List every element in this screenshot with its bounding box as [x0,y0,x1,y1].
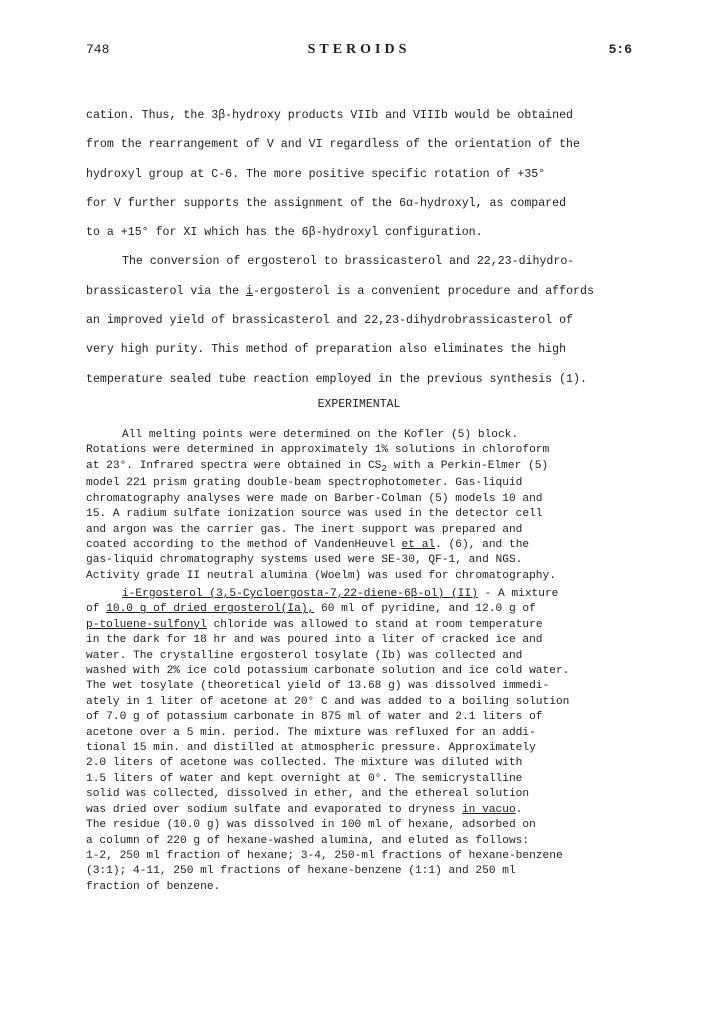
underlined-text: et al [401,539,436,552]
page-header [86,42,632,62]
underlined-text: p-toluene-sulfonyl [86,618,207,631]
text-line: 2.0 liters of acetone was collected. The mixture was diluted with [86,757,523,770]
text-line: solid was collected, dissolved in ether, and the ethereal solution [86,788,530,801]
text-line: an improved yield of brassicasterol and 22,23-dihydrobrassicasterol of [86,314,574,328]
text-line: All melting points were determined on the Kofler (5) block. [122,429,519,441]
text-line: water. The crystalline ergosterol tosylate (Ib) was collected and [86,649,523,662]
text-line: of 7.0 g of potassium carbonate in 875 ml of water and 2.1 liters of [86,711,543,724]
text-line: tional 15 min. and distilled at atmospheric pressure. Approximately [86,742,536,755]
text-line: The wet tosylate (theoretical yield of 13.68 g) was dissolved immedi- [86,680,550,693]
text-line: gas-liquid chromatography systems used were SE-30, QF-1, and NGS. [86,554,523,567]
text-line: 15. A radium sulfate ionization source was used in the detector cell [86,508,543,521]
text-line: Activity grade II neutral alumina (Woelm) was used for chromatography. [86,569,556,582]
text-line: temperature sealed tube reaction employed in the previous synthesis (1). [86,372,587,386]
text-line: brassicasterol via the i-ergosterol is a convenient procedure and affords [86,284,594,298]
text-line: The conversion of ergosterol to brassicasterol and 22,23-dihydro- [122,255,575,269]
journal-title: STEROIDS [307,42,411,57]
text-line: hydroxyl group at C-6. The more positive specific rotation of +35° [86,167,546,181]
text-line: model 221 prism grating double-beam spectrophotometer. Gas-liquid [86,477,523,490]
text-line: acetone over a 5 min. period. The mixture was refluxed for an addi- [86,726,536,739]
text-line: 1.5 liters of water and kept overnight at 0°. The semicrystalline [86,772,523,785]
text-line: for V further supports the assignment of the 6α-hydroxyl, as compared [86,196,567,210]
subscript: 2 [381,463,388,475]
underlined-text: in vacuo [461,803,516,816]
underlined-text: 10.0 g of dried ergosterol(Ia), [106,603,315,616]
italic-prefix: i [246,284,253,298]
text-line: washed with 2% ice cold potassium carbonate solution and ice cold water. [86,665,570,678]
text-line: at 23°. Infrared spectra were obtained in $CS_2$ with a Perkin-Elmer (5) [86,459,549,475]
text-line: and argon was the carrier gas. The inert support was prepared and [86,523,523,536]
experimental-paragraph-1 [86,428,632,584]
text-line: 1-2, 250 ml fraction of hexane; 3-4, 250-ml fractions of hexane-benzene [86,849,563,862]
text-line: a column of 220 g of hexane-washed alumina, and eluted as follows: [86,834,530,847]
text-line: from the rearrangement of V and VI regardless of the orientation of the [86,138,580,152]
text-line: in the dark for 18 hr and was poured into a liter of cracked ice and [86,634,543,647]
text-line: p-toluene-sulfonyl chloride was allowed to stand at room temperature [86,618,543,631]
text-line: was dried over sodium sulfate and evaporated to dryness in vacuo. [86,803,523,816]
text-line: of 10.0 g of dried ergosterol(Ia), 60 ml of pyridine, and 12.0 g of [86,603,536,616]
text-line: coated according to the method of VandenHeuvel et al. (6), and the [86,539,530,552]
experimental-paragraph-2 [86,587,632,895]
text-line: to a +15° for XI which has the 6β-hydroxyl configuration. [86,226,483,240]
page-number: 748 [86,42,110,57]
text-line: Rotations were determined in approximately 1% solutions in chloroform [86,444,550,457]
text-line: very high purity. This method of preparation also eliminates the high [86,343,567,357]
text-line: i-Ergosterol (3,5-Cycloergosta-7,22-diene-6β-ol) (II) - A mixture [122,588,559,600]
compound-title: i-Ergosterol (3,5-Cycloergosta-7,22-diene-6β-ol) (II) [122,588,478,600]
section-heading: EXPERIMENTAL [317,398,401,411]
text-line: ately in 1 liter of acetone at 20° C and was added to a boiling solution [86,695,570,708]
text-line: chromatography analyses were made on Barber-Colman (5) models 10 and [86,492,543,505]
discussion-text [86,101,632,394]
issue-number: 5:6 [608,42,632,57]
text-line: The residue (10.0 g) was dissolved in 100 ml of hexane, adsorbed on [86,819,536,832]
text-line: fraction of benzene. [86,880,221,893]
text-line: cation. Thus, the 3β-hydroxy products VIIb and VIIIb would be obtained [86,109,574,122]
text-line: (3:1); 4-11, 250 ml fractions of hexane-benzene (1:1) and 250 ml [86,865,516,878]
